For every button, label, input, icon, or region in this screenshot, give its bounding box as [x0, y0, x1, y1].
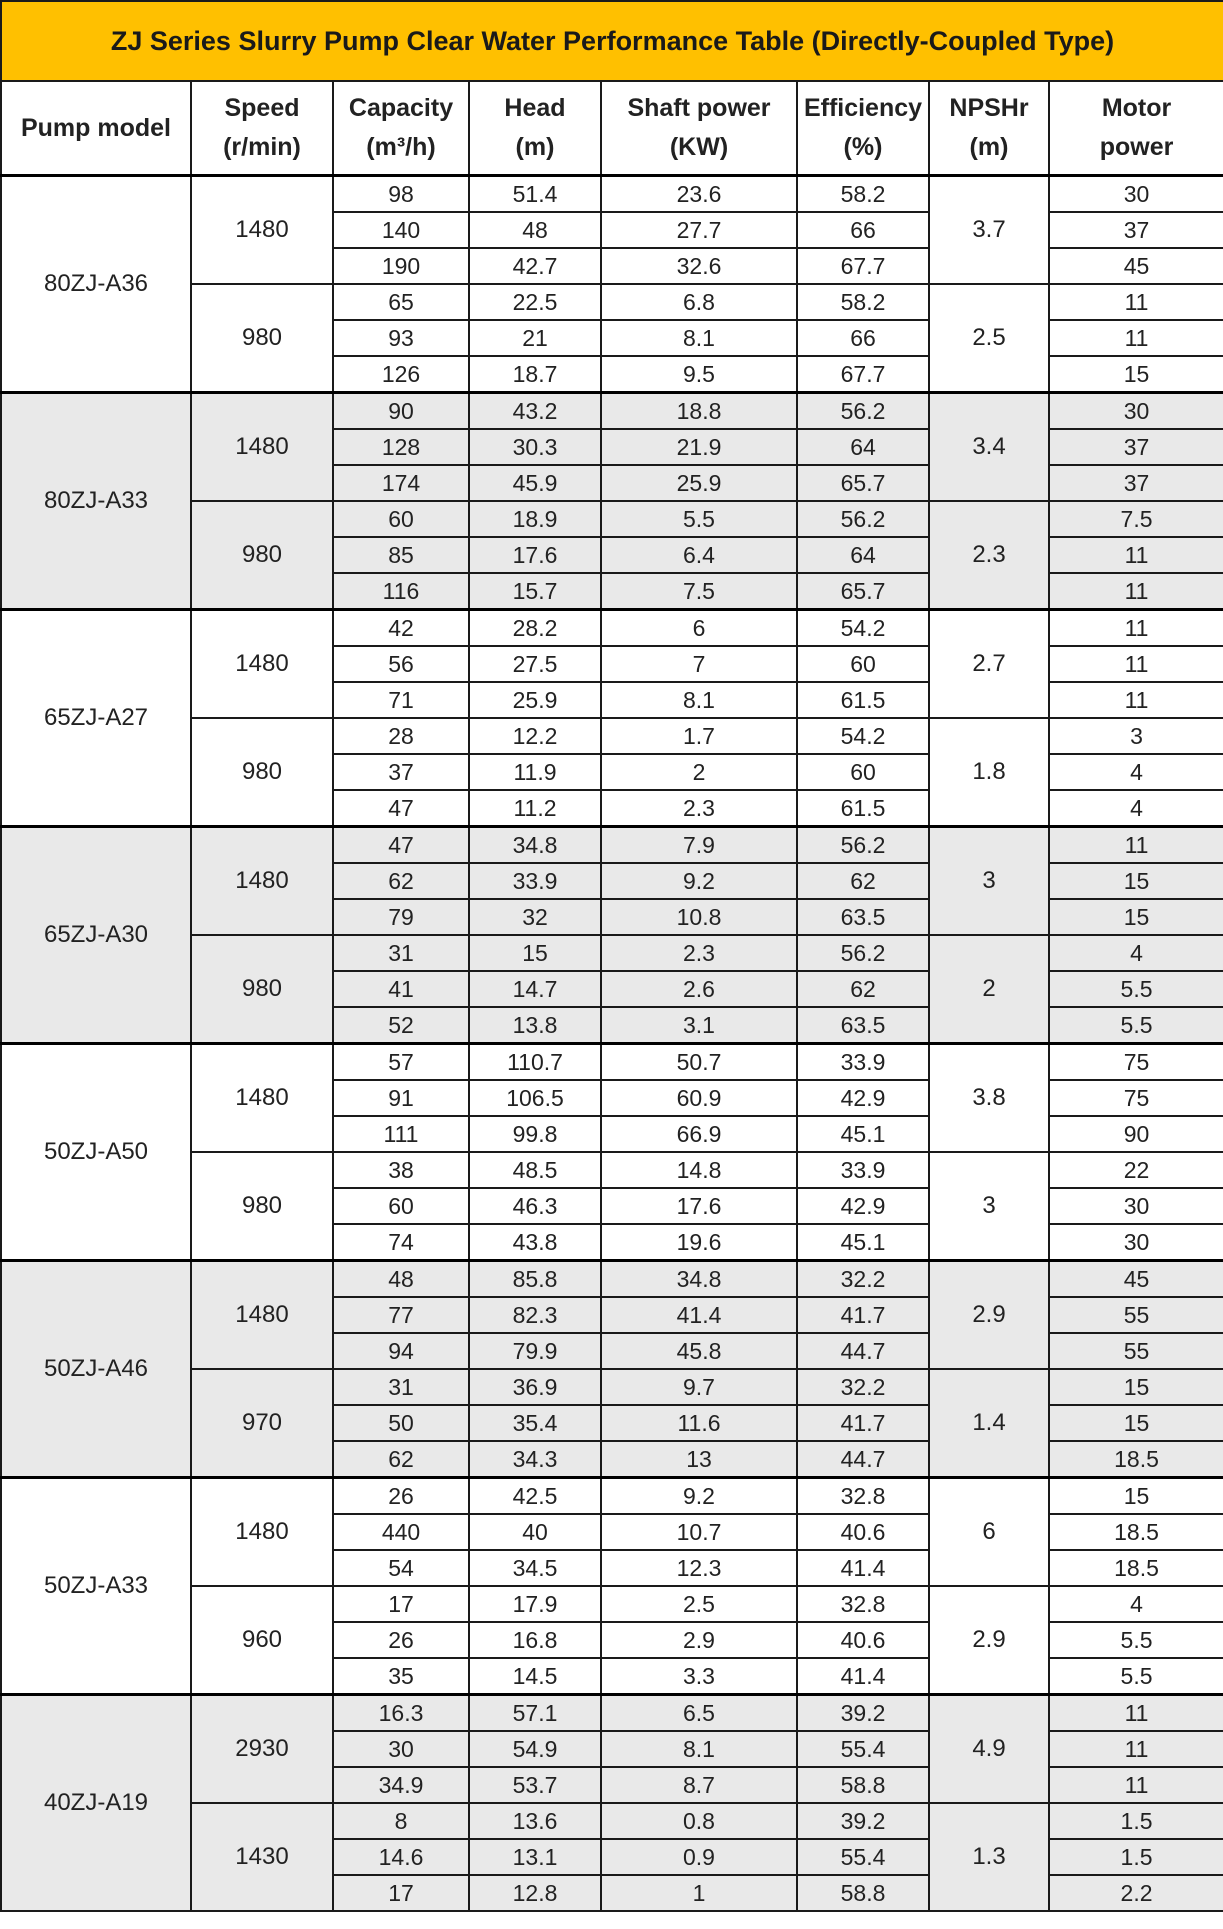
cell-capacity: 116 [333, 573, 469, 610]
cell-npshr: 1.3 [929, 1803, 1049, 1911]
cell-shaft-power: 1 [601, 1875, 797, 1911]
cell-head: 106.5 [469, 1080, 601, 1116]
cell-shaft-power: 66.9 [601, 1116, 797, 1152]
cell-speed: 980 [191, 501, 333, 610]
cell-efficiency: 56.2 [797, 393, 929, 430]
table-row [1, 610, 1223, 647]
cell-efficiency: 41.7 [797, 1297, 929, 1333]
cell-motor-power: 11 [1049, 573, 1223, 610]
cell-shaft-power: 2.5 [601, 1586, 797, 1622]
cell-capacity: 28 [333, 718, 469, 754]
cell-shaft-power: 8.1 [601, 1731, 797, 1767]
cell-efficiency: 58.2 [797, 176, 929, 213]
cell-npshr: 1.8 [929, 718, 1049, 827]
cell-capacity: 111 [333, 1116, 469, 1152]
cell-shaft-power: 8.1 [601, 682, 797, 718]
col-header-speed: Speed (r/min) [191, 81, 333, 176]
cell-shaft-power: 13 [601, 1441, 797, 1478]
cell-motor-power: 37 [1049, 212, 1223, 248]
cell-capacity: 71 [333, 682, 469, 718]
cell-efficiency: 32.8 [797, 1478, 929, 1515]
cell-motor-power: 11 [1049, 320, 1223, 356]
cell-shaft-power: 18.8 [601, 393, 797, 430]
cell-shaft-power: 17.6 [601, 1188, 797, 1224]
cell-npshr: 2.9 [929, 1586, 1049, 1695]
col-header-pump-model: Pump model [1, 81, 191, 176]
cell-npshr: 3.8 [929, 1044, 1049, 1153]
cell-motor-power: 18.5 [1049, 1550, 1223, 1586]
cell-head: 12.8 [469, 1875, 601, 1911]
cell-shaft-power: 9.2 [601, 1478, 797, 1515]
cell-head: 13.8 [469, 1007, 601, 1044]
cell-head: 85.8 [469, 1261, 601, 1298]
cell-shaft-power: 2.3 [601, 790, 797, 827]
cell-head: 34.5 [469, 1550, 601, 1586]
cell-head: 34.8 [469, 827, 601, 864]
cell-head: 33.9 [469, 863, 601, 899]
cell-efficiency: 60 [797, 646, 929, 682]
cell-speed: 1480 [191, 1478, 333, 1587]
cell-shaft-power: 3.1 [601, 1007, 797, 1044]
col-header-head: Head (m) [469, 81, 601, 176]
cell-motor-power: 11 [1049, 646, 1223, 682]
cell-motor-power: 90 [1049, 1116, 1223, 1152]
cell-head: 11.9 [469, 754, 601, 790]
cell-shaft-power: 7 [601, 646, 797, 682]
cell-capacity: 8 [333, 1803, 469, 1839]
cell-shaft-power: 12.3 [601, 1550, 797, 1586]
cell-motor-power: 11 [1049, 610, 1223, 647]
cell-speed: 960 [191, 1586, 333, 1695]
cell-efficiency: 56.2 [797, 935, 929, 971]
cell-motor-power: 11 [1049, 537, 1223, 573]
cell-motor-power: 4 [1049, 754, 1223, 790]
cell-head: 48 [469, 212, 601, 248]
cell-capacity: 98 [333, 176, 469, 213]
cell-capacity: 62 [333, 1441, 469, 1478]
cell-capacity: 16.3 [333, 1695, 469, 1732]
cell-head: 16.8 [469, 1622, 601, 1658]
cell-shaft-power: 2.3 [601, 935, 797, 971]
cell-motor-power: 30 [1049, 1188, 1223, 1224]
cell-head: 18.7 [469, 356, 601, 393]
cell-motor-power: 3 [1049, 718, 1223, 754]
cell-head: 30.3 [469, 429, 601, 465]
cell-efficiency: 63.5 [797, 1007, 929, 1044]
col-header-efficiency: Efficiency (%) [797, 81, 929, 176]
cell-shaft-power: 3.3 [601, 1658, 797, 1695]
cell-head: 17.9 [469, 1586, 601, 1622]
cell-shaft-power: 6.5 [601, 1695, 797, 1732]
cell-efficiency: 65.7 [797, 573, 929, 610]
cell-shaft-power: 7.9 [601, 827, 797, 864]
cell-speed: 1480 [191, 827, 333, 936]
cell-head: 51.4 [469, 176, 601, 213]
cell-efficiency: 33.9 [797, 1152, 929, 1188]
cell-head: 42.5 [469, 1478, 601, 1515]
cell-motor-power: 1.5 [1049, 1803, 1223, 1839]
cell-shaft-power: 2.9 [601, 1622, 797, 1658]
cell-head: 34.3 [469, 1441, 601, 1478]
cell-head: 79.9 [469, 1333, 601, 1369]
cell-speed: 1480 [191, 610, 333, 719]
cell-efficiency: 58.2 [797, 284, 929, 320]
cell-head: 28.2 [469, 610, 601, 647]
cell-motor-power: 11 [1049, 1695, 1223, 1732]
cell-capacity: 128 [333, 429, 469, 465]
table-title: ZJ Series Slurry Pump Clear Water Performance Table (Directly-Coupled Type) [1, 1, 1223, 81]
cell-capacity: 41 [333, 971, 469, 1007]
cell-shaft-power: 19.6 [601, 1224, 797, 1261]
cell-motor-power: 37 [1049, 429, 1223, 465]
cell-head: 54.9 [469, 1731, 601, 1767]
cell-efficiency: 40.6 [797, 1622, 929, 1658]
cell-head: 17.6 [469, 537, 601, 573]
cell-head: 36.9 [469, 1369, 601, 1405]
cell-capacity: 60 [333, 1188, 469, 1224]
cell-shaft-power: 2.6 [601, 971, 797, 1007]
cell-efficiency: 62 [797, 971, 929, 1007]
table-row [1, 176, 1223, 213]
cell-capacity: 57 [333, 1044, 469, 1081]
cell-head: 15.7 [469, 573, 601, 610]
cell-shaft-power: 60.9 [601, 1080, 797, 1116]
cell-shaft-power: 27.7 [601, 212, 797, 248]
cell-capacity: 91 [333, 1080, 469, 1116]
cell-motor-power: 75 [1049, 1044, 1223, 1081]
cell-shaft-power: 23.6 [601, 176, 797, 213]
cell-capacity: 26 [333, 1622, 469, 1658]
cell-head: 99.8 [469, 1116, 601, 1152]
cell-capacity: 48 [333, 1261, 469, 1298]
cell-capacity: 126 [333, 356, 469, 393]
cell-npshr: 2.5 [929, 284, 1049, 393]
cell-motor-power: 30 [1049, 393, 1223, 430]
cell-pump-model: 50ZJ-A50 [1, 1044, 191, 1261]
cell-motor-power: 5.5 [1049, 1658, 1223, 1695]
cell-motor-power: 18.5 [1049, 1514, 1223, 1550]
cell-head: 12.2 [469, 718, 601, 754]
cell-pump-model: 65ZJ-A27 [1, 610, 191, 827]
cell-shaft-power: 10.8 [601, 899, 797, 935]
cell-npshr: 3 [929, 1152, 1049, 1261]
cell-shaft-power: 32.6 [601, 248, 797, 284]
cell-capacity: 17 [333, 1586, 469, 1622]
cell-capacity: 440 [333, 1514, 469, 1550]
cell-motor-power: 22 [1049, 1152, 1223, 1188]
cell-efficiency: 56.2 [797, 827, 929, 864]
cell-head: 46.3 [469, 1188, 601, 1224]
cell-motor-power: 15 [1049, 1369, 1223, 1405]
cell-efficiency: 58.8 [797, 1767, 929, 1803]
cell-speed: 1480 [191, 176, 333, 285]
cell-shaft-power: 8.7 [601, 1767, 797, 1803]
cell-head: 18.9 [469, 501, 601, 537]
col-header-npshr: NPSHr (m) [929, 81, 1049, 176]
cell-efficiency: 66 [797, 212, 929, 248]
cell-npshr: 2 [929, 935, 1049, 1044]
cell-speed: 2930 [191, 1695, 333, 1804]
cell-shaft-power: 0.8 [601, 1803, 797, 1839]
cell-motor-power: 4 [1049, 935, 1223, 971]
cell-head: 82.3 [469, 1297, 601, 1333]
cell-motor-power: 5.5 [1049, 1007, 1223, 1044]
cell-npshr: 2.7 [929, 610, 1049, 719]
cell-capacity: 85 [333, 537, 469, 573]
cell-capacity: 140 [333, 212, 469, 248]
cell-capacity: 90 [333, 393, 469, 430]
cell-capacity: 56 [333, 646, 469, 682]
cell-pump-model: 80ZJ-A36 [1, 176, 191, 393]
cell-shaft-power: 25.9 [601, 465, 797, 501]
cell-capacity: 77 [333, 1297, 469, 1333]
cell-motor-power: 15 [1049, 1478, 1223, 1515]
cell-head: 13.6 [469, 1803, 601, 1839]
cell-motor-power: 30 [1049, 1224, 1223, 1261]
cell-efficiency: 44.7 [797, 1333, 929, 1369]
cell-shaft-power: 8.1 [601, 320, 797, 356]
cell-capacity: 60 [333, 501, 469, 537]
cell-shaft-power: 9.2 [601, 863, 797, 899]
cell-efficiency: 67.7 [797, 248, 929, 284]
cell-efficiency: 63.5 [797, 899, 929, 935]
cell-capacity: 31 [333, 935, 469, 971]
cell-efficiency: 60 [797, 754, 929, 790]
cell-efficiency: 41.4 [797, 1658, 929, 1695]
cell-motor-power: 7.5 [1049, 501, 1223, 537]
table-row [1, 1478, 1223, 1515]
cell-efficiency: 56.2 [797, 501, 929, 537]
cell-head: 43.2 [469, 393, 601, 430]
cell-speed: 1430 [191, 1803, 333, 1911]
cell-head: 57.1 [469, 1695, 601, 1732]
cell-efficiency: 41.4 [797, 1550, 929, 1586]
cell-efficiency: 32.8 [797, 1586, 929, 1622]
cell-head: 25.9 [469, 682, 601, 718]
cell-efficiency: 45.1 [797, 1224, 929, 1261]
cell-motor-power: 18.5 [1049, 1441, 1223, 1478]
cell-head: 40 [469, 1514, 601, 1550]
cell-shaft-power: 7.5 [601, 573, 797, 610]
cell-motor-power: 5.5 [1049, 971, 1223, 1007]
cell-pump-model: 80ZJ-A33 [1, 393, 191, 610]
cell-capacity: 174 [333, 465, 469, 501]
cell-motor-power: 15 [1049, 356, 1223, 393]
cell-pump-model: 65ZJ-A30 [1, 827, 191, 1044]
cell-head: 15 [469, 935, 601, 971]
cell-motor-power: 1.5 [1049, 1839, 1223, 1875]
table-row [1, 1044, 1223, 1081]
cell-capacity: 50 [333, 1405, 469, 1441]
cell-efficiency: 66 [797, 320, 929, 356]
col-header-shaft-power: Shaft power (KW) [601, 81, 797, 176]
cell-efficiency: 42.9 [797, 1080, 929, 1116]
cell-capacity: 94 [333, 1333, 469, 1369]
cell-efficiency: 55.4 [797, 1839, 929, 1875]
cell-capacity: 79 [333, 899, 469, 935]
cell-shaft-power: 6.8 [601, 284, 797, 320]
cell-shaft-power: 10.7 [601, 1514, 797, 1550]
cell-pump-model: 50ZJ-A33 [1, 1478, 191, 1695]
cell-shaft-power: 11.6 [601, 1405, 797, 1441]
cell-efficiency: 64 [797, 429, 929, 465]
cell-speed: 1480 [191, 1261, 333, 1370]
cell-capacity: 74 [333, 1224, 469, 1261]
cell-efficiency: 32.2 [797, 1369, 929, 1405]
cell-capacity: 62 [333, 863, 469, 899]
cell-efficiency: 67.7 [797, 356, 929, 393]
cell-shaft-power: 45.8 [601, 1333, 797, 1369]
cell-npshr: 4.9 [929, 1695, 1049, 1804]
cell-pump-model: 40ZJ-A19 [1, 1695, 191, 1912]
cell-capacity: 65 [333, 284, 469, 320]
cell-head: 14.5 [469, 1658, 601, 1695]
cell-head: 22.5 [469, 284, 601, 320]
cell-efficiency: 64 [797, 537, 929, 573]
cell-motor-power: 75 [1049, 1080, 1223, 1116]
cell-shaft-power: 21.9 [601, 429, 797, 465]
cell-speed: 980 [191, 284, 333, 393]
cell-efficiency: 62 [797, 863, 929, 899]
col-header-motor-power: Motor power [1049, 81, 1223, 176]
cell-capacity: 14.6 [333, 1839, 469, 1875]
cell-capacity: 93 [333, 320, 469, 356]
cell-motor-power: 15 [1049, 863, 1223, 899]
cell-shaft-power: 1.7 [601, 718, 797, 754]
cell-npshr: 3.7 [929, 176, 1049, 285]
cell-head: 14.7 [469, 971, 601, 1007]
cell-shaft-power: 9.5 [601, 356, 797, 393]
cell-npshr: 2.9 [929, 1261, 1049, 1370]
table-body [1, 176, 1223, 1912]
cell-speed: 1480 [191, 1044, 333, 1153]
cell-motor-power: 37 [1049, 465, 1223, 501]
cell-capacity: 17 [333, 1875, 469, 1911]
cell-efficiency: 41.7 [797, 1405, 929, 1441]
table-row [1, 393, 1223, 430]
cell-motor-power: 11 [1049, 284, 1223, 320]
cell-capacity: 190 [333, 248, 469, 284]
cell-head: 11.2 [469, 790, 601, 827]
cell-head: 42.7 [469, 248, 601, 284]
cell-head: 35.4 [469, 1405, 601, 1441]
cell-shaft-power: 2 [601, 754, 797, 790]
cell-shaft-power: 14.8 [601, 1152, 797, 1188]
cell-motor-power: 4 [1049, 1586, 1223, 1622]
cell-efficiency: 58.8 [797, 1875, 929, 1911]
cell-head: 27.5 [469, 646, 601, 682]
col-header-capacity: Capacity (m³/h) [333, 81, 469, 176]
cell-motor-power: 45 [1049, 248, 1223, 284]
cell-capacity: 35 [333, 1658, 469, 1695]
cell-capacity: 30 [333, 1731, 469, 1767]
cell-motor-power: 15 [1049, 899, 1223, 935]
cell-capacity: 54 [333, 1550, 469, 1586]
cell-npshr: 2.3 [929, 501, 1049, 610]
table-row [1, 827, 1223, 864]
cell-capacity: 26 [333, 1478, 469, 1515]
cell-efficiency: 54.2 [797, 610, 929, 647]
cell-shaft-power: 6 [601, 610, 797, 647]
header-row [1, 81, 1223, 176]
cell-motor-power: 30 [1049, 176, 1223, 213]
cell-efficiency: 61.5 [797, 790, 929, 827]
cell-efficiency: 55.4 [797, 1731, 929, 1767]
cell-motor-power: 5.5 [1049, 1622, 1223, 1658]
cell-speed: 980 [191, 718, 333, 827]
cell-efficiency: 40.6 [797, 1514, 929, 1550]
cell-npshr: 3.4 [929, 393, 1049, 502]
cell-capacity: 52 [333, 1007, 469, 1044]
cell-efficiency: 33.9 [797, 1044, 929, 1081]
cell-motor-power: 11 [1049, 1731, 1223, 1767]
cell-efficiency: 39.2 [797, 1695, 929, 1732]
cell-motor-power: 4 [1049, 790, 1223, 827]
cell-shaft-power: 50.7 [601, 1044, 797, 1081]
cell-capacity: 47 [333, 790, 469, 827]
cell-motor-power: 11 [1049, 827, 1223, 864]
cell-head: 43.8 [469, 1224, 601, 1261]
cell-motor-power: 15 [1049, 1405, 1223, 1441]
cell-head: 48.5 [469, 1152, 601, 1188]
cell-capacity: 37 [333, 754, 469, 790]
cell-capacity: 42 [333, 610, 469, 647]
cell-shaft-power: 41.4 [601, 1297, 797, 1333]
cell-motor-power: 2.2 [1049, 1875, 1223, 1911]
cell-npshr: 6 [929, 1478, 1049, 1587]
cell-npshr: 1.4 [929, 1369, 1049, 1478]
cell-capacity: 34.9 [333, 1767, 469, 1803]
cell-capacity: 38 [333, 1152, 469, 1188]
cell-npshr: 3 [929, 827, 1049, 936]
cell-motor-power: 55 [1049, 1297, 1223, 1333]
cell-shaft-power: 34.8 [601, 1261, 797, 1298]
cell-motor-power: 11 [1049, 1767, 1223, 1803]
cell-speed: 1480 [191, 393, 333, 502]
cell-motor-power: 55 [1049, 1333, 1223, 1369]
cell-shaft-power: 9.7 [601, 1369, 797, 1405]
cell-motor-power: 11 [1049, 682, 1223, 718]
cell-shaft-power: 6.4 [601, 537, 797, 573]
cell-efficiency: 45.1 [797, 1116, 929, 1152]
cell-speed: 980 [191, 1152, 333, 1261]
table-row [1, 1261, 1223, 1298]
cell-shaft-power: 0.9 [601, 1839, 797, 1875]
cell-head: 21 [469, 320, 601, 356]
cell-motor-power: 45 [1049, 1261, 1223, 1298]
cell-head: 110.7 [469, 1044, 601, 1081]
cell-efficiency: 44.7 [797, 1441, 929, 1478]
cell-shaft-power: 5.5 [601, 501, 797, 537]
cell-efficiency: 32.2 [797, 1261, 929, 1298]
table-row [1, 1695, 1223, 1732]
cell-head: 45.9 [469, 465, 601, 501]
cell-efficiency: 61.5 [797, 682, 929, 718]
cell-speed: 970 [191, 1369, 333, 1478]
cell-head: 53.7 [469, 1767, 601, 1803]
cell-head: 13.1 [469, 1839, 601, 1875]
cell-efficiency: 54.2 [797, 718, 929, 754]
cell-efficiency: 65.7 [797, 465, 929, 501]
cell-pump-model: 50ZJ-A46 [1, 1261, 191, 1478]
cell-speed: 980 [191, 935, 333, 1044]
cell-efficiency: 39.2 [797, 1803, 929, 1839]
cell-head: 32 [469, 899, 601, 935]
cell-capacity: 31 [333, 1369, 469, 1405]
cell-efficiency: 42.9 [797, 1188, 929, 1224]
cell-capacity: 47 [333, 827, 469, 864]
